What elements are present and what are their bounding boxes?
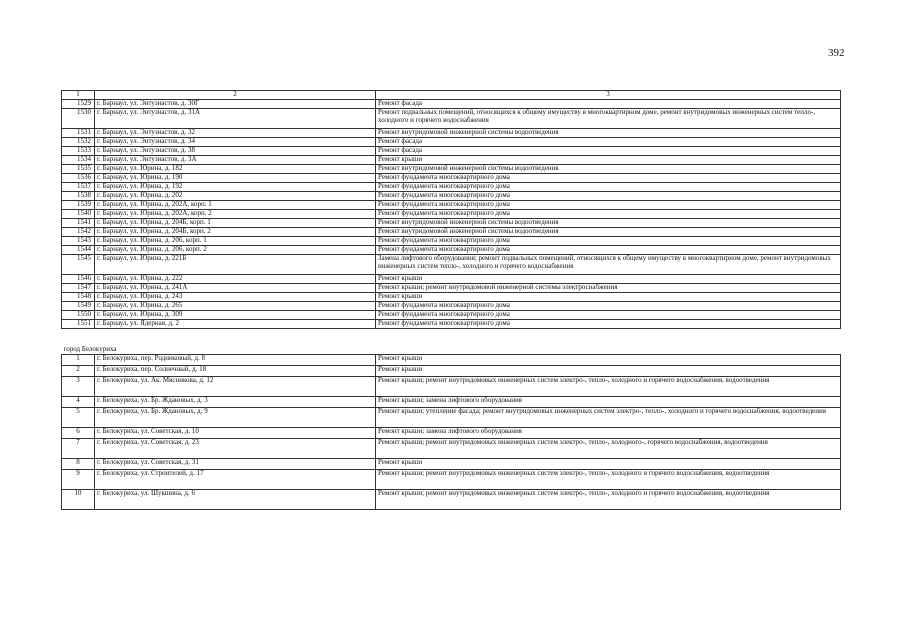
header-col-2: 2 xyxy=(95,91,376,100)
table-row xyxy=(62,275,841,284)
row-number: 1 xyxy=(62,355,95,366)
row-number: 1535 xyxy=(62,165,95,174)
row-address: г. Барнаул, ул. Юрина, д. 221Б xyxy=(95,255,376,275)
city-heading-row xyxy=(62,343,841,355)
table-row xyxy=(62,428,841,439)
row-address: г. Барнаул, ул. Юрина, д. 190 xyxy=(95,174,376,183)
row-address: г. Барнаул, ул. Ядерная, д. 2 xyxy=(95,320,376,329)
table-row xyxy=(62,165,841,174)
row-address: г. Белокуриха, ул. Строителей, д. 17 xyxy=(95,470,376,490)
row-address: г. Барнаул, ул. Юрина, д. 202 xyxy=(95,192,376,201)
row-work: Ремонт фасада xyxy=(376,100,841,109)
row-address: г. Белокуриха, ул. Бр. Ждановых, д. 3 xyxy=(95,397,376,408)
table-row xyxy=(62,355,841,366)
row-work: Ремонт фундамента многоквартирного дома xyxy=(376,311,841,320)
table-row xyxy=(62,293,841,302)
table-row xyxy=(62,490,841,510)
row-number: 1547 xyxy=(62,284,95,293)
row-number: 1550 xyxy=(62,311,95,320)
table-row xyxy=(62,156,841,165)
row-number: 1549 xyxy=(62,302,95,311)
row-work: Ремонт фасада xyxy=(376,147,841,156)
row-work: Ремонт крыши xyxy=(376,156,841,165)
row-address: г. Барнаул, ул. Энтузиастов, д. 30Г xyxy=(95,100,376,109)
row-work: Ремонт подвальных помещений, относящихся к общему имуществу в многоквартирном доме, ремонт внутридомовых инженерных систем тепло-, холодного и горячего водоснабжения xyxy=(376,109,841,129)
row-work: Ремонт крыши; ремонт внутридомовых инженерных систем электро-, тепло-, холодного и горячего водоснабжения, водоотведения xyxy=(376,490,841,510)
row-work: Ремонт фасада xyxy=(376,138,841,147)
row-address: г. Барнаул, ул. Юрина, д. 206, корп. 2 xyxy=(95,246,376,255)
row-work: Ремонт фундамента многоквартирного дома xyxy=(376,174,841,183)
row-work: Ремонт фундамента многоквартирного дома xyxy=(376,183,841,192)
row-address: г. Барнаул, ул. Юрина, д. 309 xyxy=(95,311,376,320)
row-number: 10 xyxy=(62,490,95,510)
row-number: 1539 xyxy=(62,201,95,210)
row-address: г. Барнаул, ул. Юрина, д. 204Б, корп. 1 xyxy=(95,219,376,228)
row-number: 1534 xyxy=(62,156,95,165)
row-address: г. Барнаул, ул. Юрина, д. 192 xyxy=(95,183,376,192)
table-row xyxy=(62,147,841,156)
row-work: Замена лифтового оборудования; ремонт подвальных помещений, относящихся к общему имуществу в многоквартирном доме, ремонт внутридомовых инженерных систем тепло-, холодного и горячего водоснабжения xyxy=(376,255,841,275)
row-work: Ремонт внутридомовой инженерной системы водоотведения xyxy=(376,165,841,174)
table-row xyxy=(62,219,841,228)
row-address: г. Белокуриха, ул. Ак. Мясникова, д. 12 xyxy=(95,377,376,397)
row-address: г. Барнаул, ул. Энтузиастов, д. 3А xyxy=(95,156,376,165)
row-address: г. Барнаул, ул. Юрина, д. 202А, корп. 1 xyxy=(95,201,376,210)
row-address: г. Белокуриха, ул. Советская, д. 10 xyxy=(95,428,376,439)
row-number: 9 xyxy=(62,470,95,490)
row-work: Ремонт внутридомовой инженерной системы водоотведения xyxy=(376,219,841,228)
table-row xyxy=(62,284,841,293)
table-row xyxy=(62,311,841,320)
table-row xyxy=(62,228,841,237)
row-work: Ремонт крыши xyxy=(376,293,841,302)
row-address: г. Барнаул, ул. Энтузиастов, д. 38 xyxy=(95,147,376,156)
row-work: Ремонт крыши; утепление фасада; ремонт внутридомовых инженерных систем электро-, тепло-, холодного и горячего водоснабжения, водоотведения xyxy=(376,408,841,428)
table-row xyxy=(62,183,841,192)
row-work: Ремонт фундамента многоквартирного дома xyxy=(376,210,841,219)
row-number: 6 xyxy=(62,428,95,439)
table-row xyxy=(62,192,841,201)
row-number: 1545 xyxy=(62,255,95,275)
table-row xyxy=(62,201,841,210)
section-spacer xyxy=(62,329,841,344)
row-work: Ремонт крыши; ремонт внутридомовых инженерных систем электро-, тепло-, холодного и горячего водоснабжения, водоотведения xyxy=(376,377,841,397)
header-col-3: 3 xyxy=(376,91,841,100)
table-row xyxy=(62,302,841,311)
table-row xyxy=(62,174,841,183)
row-work: Ремонт фундамента многоквартирного дома xyxy=(376,237,841,246)
page-number: 392 xyxy=(828,47,845,59)
row-number: 5 xyxy=(62,408,95,428)
row-address: г. Белокуриха, ул. Советская, д. 31 xyxy=(95,459,376,470)
table-row xyxy=(62,397,841,408)
row-address: г. Барнаул, ул. Юрина, д. 202А, корп. 2 xyxy=(95,210,376,219)
table-row xyxy=(62,459,841,470)
row-number: 1541 xyxy=(62,219,95,228)
row-number: 7 xyxy=(62,439,95,459)
row-number: 4 xyxy=(62,397,95,408)
table-row xyxy=(62,246,841,255)
row-work: Ремонт фундамента многоквартирного дома xyxy=(376,246,841,255)
row-address: г. Барнаул, ул. Энтузиастов, д. 32 xyxy=(95,129,376,138)
row-number: 1542 xyxy=(62,228,95,237)
table-row xyxy=(62,237,841,246)
row-address: г. Барнаул, ул. Юрина, д. 204Б, корп. 2 xyxy=(95,228,376,237)
row-address: г. Белокуриха, пер. Солнечный, д. 18 xyxy=(95,366,376,377)
row-work: Ремонт внутридомовой инженерной системы водоотведения xyxy=(376,129,841,138)
row-address: г. Белокуриха, ул. Бр. Ждановых, д. 9 xyxy=(95,408,376,428)
row-work: Ремонт крыши; ремонт внутридомовой инженерной системы электроснабжения xyxy=(376,284,841,293)
table-header-row xyxy=(62,91,841,100)
city-heading: город Белокуриха xyxy=(63,345,117,353)
row-address: г. Барнаул, ул. Энтузиастов, д. 34 xyxy=(95,138,376,147)
table-row xyxy=(62,129,841,138)
row-number: 1537 xyxy=(62,183,95,192)
row-work: Ремонт крыши; ремонт внутридомовых инженерных систем электро-, тепло-, холодного-, горячего водоснабжения, водоотведения xyxy=(376,439,841,459)
row-work: Ремонт фундамента многоквартирного дома xyxy=(376,192,841,201)
table-row xyxy=(62,320,841,329)
row-address: г. Барнаул, ул. Юрина, д. 222 xyxy=(95,275,376,284)
table-row xyxy=(62,109,841,129)
row-number: 1540 xyxy=(62,210,95,219)
table-row xyxy=(62,138,841,147)
row-number: 1548 xyxy=(62,293,95,302)
row-work: Ремонт крыши xyxy=(376,355,841,366)
table-row xyxy=(62,366,841,377)
row-work: Ремонт фундамента многоквартирного дома xyxy=(376,302,841,311)
row-address: г. Барнаул, ул. Энтузиастов, д. 31А xyxy=(95,109,376,129)
header-col-1: 1 xyxy=(62,91,95,100)
row-address: г. Барнаул, ул. Юрина, д. 241А xyxy=(95,284,376,293)
row-number: 1538 xyxy=(62,192,95,201)
row-number: 1544 xyxy=(62,246,95,255)
row-address: г. Белокуриха, ул. Советская, д. 23 xyxy=(95,439,376,459)
row-address: г. Белокуриха, пер. Родниковый, д. 8 xyxy=(95,355,376,366)
table-row xyxy=(62,377,841,397)
row-work: Ремонт крыши; ремонт внутридомовых инженерных систем электро-, тепло-, холодного и горячего водоснабжения, водоотведения xyxy=(376,470,841,490)
row-work: Ремонт крыши; замена лифтового оборудования xyxy=(376,397,841,408)
row-work: Ремонт крыши xyxy=(376,366,841,377)
row-number: 2 xyxy=(62,366,95,377)
row-address: г. Барнаул, ул. Юрина, д. 206, корп. 1 xyxy=(95,237,376,246)
row-work: Ремонт внутридомовой инженерной системы водоотведения xyxy=(376,228,841,237)
row-address: г. Барнаул, ул. Юрина, д. 182 xyxy=(95,165,376,174)
row-work: Ремонт крыши xyxy=(376,275,841,284)
row-number: 1531 xyxy=(62,129,95,138)
row-number: 1543 xyxy=(62,237,95,246)
table-row xyxy=(62,470,841,490)
row-number: 3 xyxy=(62,377,95,397)
row-number: 1536 xyxy=(62,174,95,183)
row-number: 1546 xyxy=(62,275,95,284)
row-address: г. Белокуриха, ул. Шукшина, д. 6 xyxy=(95,490,376,510)
row-number: 1530 xyxy=(62,109,95,129)
row-address: г. Барнаул, ул. Юрина, д. 243 xyxy=(95,293,376,302)
table-row xyxy=(62,210,841,219)
table-row xyxy=(62,100,841,109)
row-work: Ремонт фундамента многоквартирного дома xyxy=(376,320,841,329)
row-work: Ремонт фундамента многоквартирного дома xyxy=(376,201,841,210)
repair-schedule-table xyxy=(61,90,841,510)
row-number: 1551 xyxy=(62,320,95,329)
row-number: 1533 xyxy=(62,147,95,156)
row-number: 8 xyxy=(62,459,95,470)
row-number: 1529 xyxy=(62,100,95,109)
table-row xyxy=(62,255,841,275)
row-number: 1532 xyxy=(62,138,95,147)
row-address: г. Барнаул, ул. Юрина, д. 265 xyxy=(95,302,376,311)
table-row xyxy=(62,439,841,459)
row-work: Ремонт крыши; замена лифтового оборудования xyxy=(376,428,841,439)
table-row xyxy=(62,408,841,428)
row-work: Ремонт крыши xyxy=(376,459,841,470)
